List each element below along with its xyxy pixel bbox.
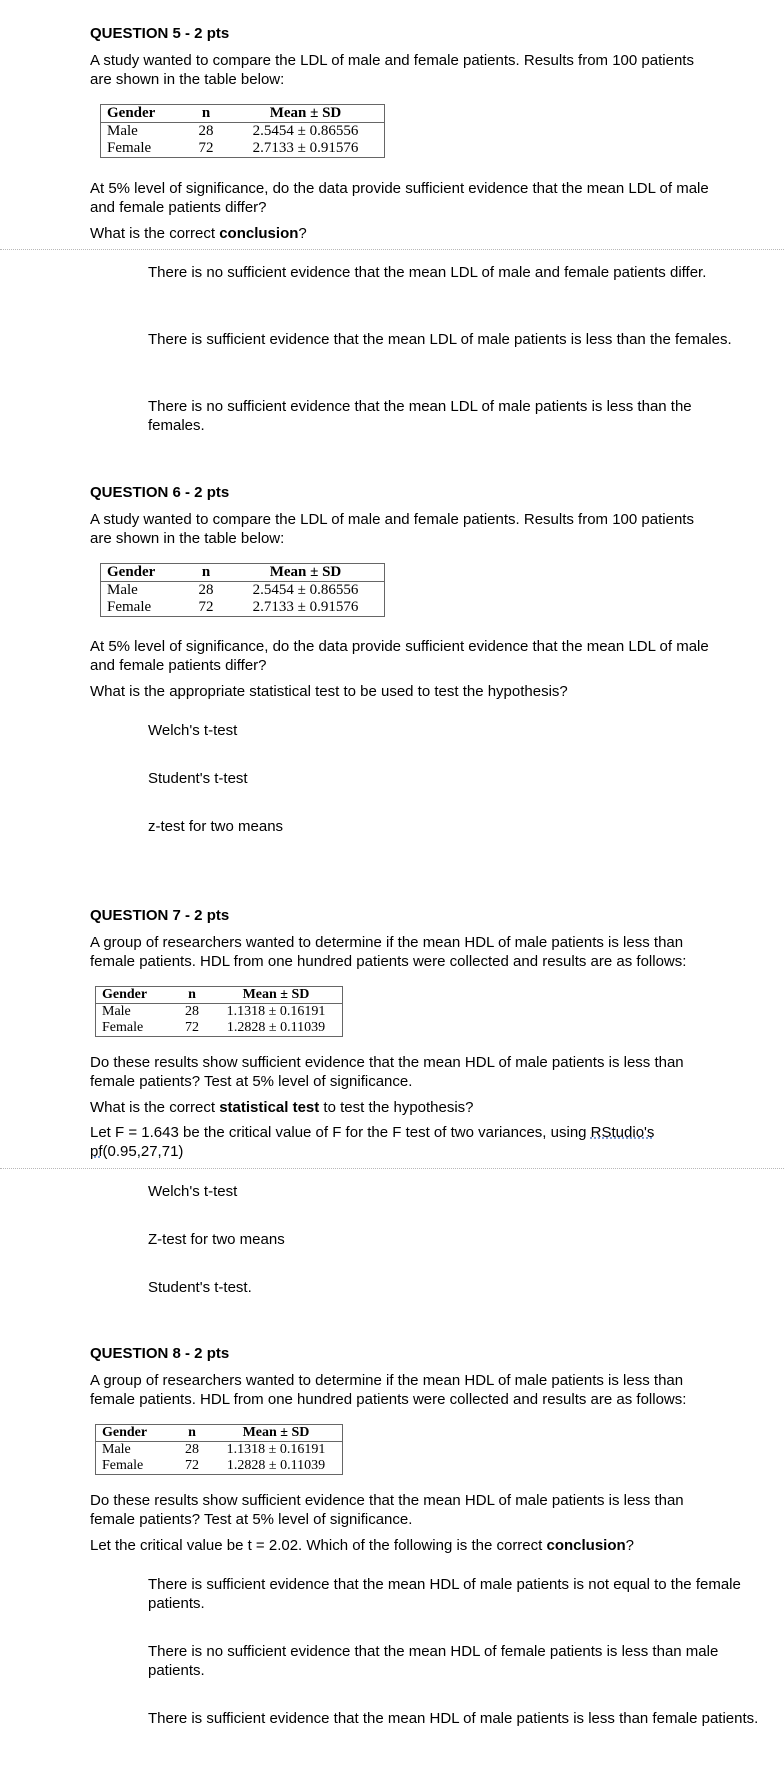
table-row bbox=[101, 140, 385, 158]
q5-ask-end: ? bbox=[298, 225, 307, 242]
q7-ask-end: to test the hypothesis? bbox=[319, 1099, 474, 1116]
q6-data-table bbox=[100, 563, 385, 617]
cell-gender: Male bbox=[107, 123, 138, 139]
cell-n: 28 bbox=[185, 1004, 199, 1019]
q5-option-1[interactable]: There is no sufficient evidence that the mean LDL of male and female patients differ. bbox=[148, 264, 707, 281]
cell-mean-sd: 2.5454 ± 0.86556 bbox=[252, 582, 359, 598]
q7-prompt: Do these results show sufficient evidence that the mean HDL of male patients is less than female patients? Test at 5% level of significance. bbox=[90, 1054, 684, 1090]
q8-option-3[interactable]: There is sufficient evidence that the mean HDL of male patients is less than female patients. bbox=[148, 1710, 759, 1727]
q5-option-2[interactable]: There is sufficient evidence that the mean LDL of male patients is less than the females. bbox=[148, 331, 732, 348]
col-n: n bbox=[174, 1425, 210, 1442]
q7-data-table bbox=[95, 986, 343, 1037]
table-row bbox=[101, 599, 385, 617]
table-row bbox=[101, 123, 385, 141]
col-mean-sd: Mean ± SD bbox=[227, 564, 385, 582]
q8-prompt: Do these results show sufficient evidence that the mean HDL of male patients is less than female patients? Test at 5% level of significance. bbox=[90, 1492, 684, 1528]
q8-option-1[interactable]: There is sufficient evidence that the mean HDL of male patients is not equal to the female patients. bbox=[148, 1576, 741, 1612]
table-row bbox=[96, 1458, 343, 1475]
cell-n: 72 bbox=[198, 140, 214, 156]
cell-n: 72 bbox=[198, 599, 214, 615]
q6-intro: A study wanted to compare the LDL of male and female patients. Results from 100 patients are shown in the table below: bbox=[90, 511, 694, 547]
col-gender: Gender bbox=[96, 987, 175, 1004]
q5-prompt: At 5% level of significance, do the data provide sufficient evidence that the mean LDL of male and female patients differ? bbox=[90, 180, 709, 216]
q5-intro: A study wanted to compare the LDL of male and female patients. Results from 100 patients are shown in the table below: bbox=[90, 52, 694, 88]
cell-gender: Female bbox=[107, 599, 152, 615]
table-header-row bbox=[96, 987, 343, 1004]
col-mean-sd: Mean ± SD bbox=[210, 1425, 343, 1442]
q7-option-1[interactable]: Welch's t-test bbox=[148, 1183, 238, 1200]
cell-mean-sd: 1.1318 ± 0.16191 bbox=[226, 1004, 326, 1019]
col-gender: Gender bbox=[96, 1425, 175, 1442]
cell-gender: Male bbox=[102, 1442, 131, 1457]
q8-data-table bbox=[95, 1424, 343, 1475]
cell-gender: Female bbox=[102, 1458, 144, 1473]
cell-mean-sd: 1.2828 ± 0.11039 bbox=[226, 1458, 326, 1473]
table-header-row bbox=[101, 105, 385, 123]
q7-note bbox=[90, 1123, 690, 1161]
q6-ask: What is the appropriate statistical test to be used to test the hypothesis? bbox=[90, 683, 568, 700]
q5-ask bbox=[90, 224, 710, 243]
q8-ask bbox=[90, 1536, 710, 1555]
q6-option-3[interactable]: z-test for two means bbox=[148, 818, 284, 835]
col-gender: Gender bbox=[101, 564, 186, 582]
q5-option-3[interactable]: There is no sufficient evidence that the mean LDL of male patients is less than the females. bbox=[148, 398, 692, 434]
cell-mean-sd: 2.5454 ± 0.86556 bbox=[252, 123, 359, 139]
table-header-row bbox=[101, 564, 385, 582]
divider bbox=[0, 249, 784, 250]
divider bbox=[0, 1168, 784, 1169]
cell-mean-sd: 1.2828 ± 0.11039 bbox=[226, 1020, 326, 1035]
cell-n: 28 bbox=[185, 1442, 199, 1457]
table-header-row bbox=[96, 1425, 343, 1442]
cell-n: 72 bbox=[185, 1458, 199, 1473]
cell-mean-sd: 2.7133 ± 0.91576 bbox=[252, 599, 359, 615]
q6-prompt: At 5% level of significance, do the data provide sufficient evidence that the mean LDL of male and female patients differ? bbox=[90, 638, 709, 674]
q7-intro: A group of researchers wanted to determine if the mean HDL of male patients is less than female patients. HDL from one hundred patients were collected and results are as follows: bbox=[90, 934, 687, 970]
q7-ask-text: What is the correct bbox=[90, 1099, 220, 1116]
q8-option-2[interactable]: There is no sufficient evidence that the mean HDL of female patients is less than male patients. bbox=[148, 1643, 719, 1679]
q6-option-2[interactable]: Student's t-test bbox=[148, 770, 248, 787]
cell-n: 28 bbox=[198, 582, 214, 598]
q7-ask-bold: statistical test bbox=[219, 1099, 320, 1116]
q7-note-fn: pf bbox=[90, 1143, 103, 1160]
col-gender: Gender bbox=[101, 105, 186, 123]
col-mean-sd: Mean ± SD bbox=[210, 987, 343, 1004]
q6-title: QUESTION 6 - 2 pts bbox=[90, 484, 230, 501]
q7-ask bbox=[90, 1098, 710, 1117]
q8-title: QUESTION 8 - 2 pts bbox=[90, 1345, 230, 1362]
cell-gender: Female bbox=[102, 1020, 144, 1035]
cell-gender: Male bbox=[102, 1004, 131, 1019]
q5-ask-bold: conclusion bbox=[219, 225, 299, 242]
table-row bbox=[101, 582, 385, 600]
q5-title: QUESTION 5 - 2 pts bbox=[90, 25, 230, 42]
cell-n: 28 bbox=[198, 123, 214, 139]
col-n: n bbox=[174, 987, 210, 1004]
cell-mean-sd: 2.7133 ± 0.91576 bbox=[252, 140, 359, 156]
q8-ask-text: Let the critical value be t = 2.02. Which of the following is the correct bbox=[90, 1537, 547, 1554]
cell-gender: Male bbox=[107, 582, 138, 598]
q8-intro: A group of researchers wanted to determine if the mean HDL of male patients is less than female patients. HDL from one hundred patients were collected and results are as follows: bbox=[90, 1372, 687, 1408]
q7-note-rstudio: RStudio's bbox=[590, 1124, 655, 1141]
q7-note-args: (0.95,27,71) bbox=[102, 1143, 184, 1160]
q5-ask-text: What is the correct bbox=[90, 225, 220, 242]
cell-mean-sd: 1.1318 ± 0.16191 bbox=[226, 1442, 326, 1457]
q7-option-2[interactable]: Z-test for two means bbox=[148, 1231, 285, 1248]
col-n: n bbox=[185, 564, 227, 582]
table-row bbox=[96, 1020, 343, 1037]
col-n: n bbox=[185, 105, 227, 123]
table-row bbox=[96, 1004, 343, 1021]
cell-n: 72 bbox=[185, 1020, 199, 1035]
q7-option-3[interactable]: Student's t-test. bbox=[148, 1279, 252, 1296]
col-mean-sd: Mean ± SD bbox=[227, 105, 385, 123]
q8-ask-bold: conclusion bbox=[546, 1537, 626, 1554]
q7-note-text: Let F = 1.643 be the critical value of F for the F test of two variances, using bbox=[90, 1124, 591, 1141]
q8-ask-end: ? bbox=[625, 1537, 635, 1554]
q6-option-1[interactable]: Welch's t-test bbox=[148, 722, 238, 739]
q7-title: QUESTION 7 - 2 pts bbox=[90, 907, 230, 924]
table-row bbox=[96, 1442, 343, 1459]
q5-data-table bbox=[100, 104, 385, 158]
cell-gender: Female bbox=[107, 140, 152, 156]
